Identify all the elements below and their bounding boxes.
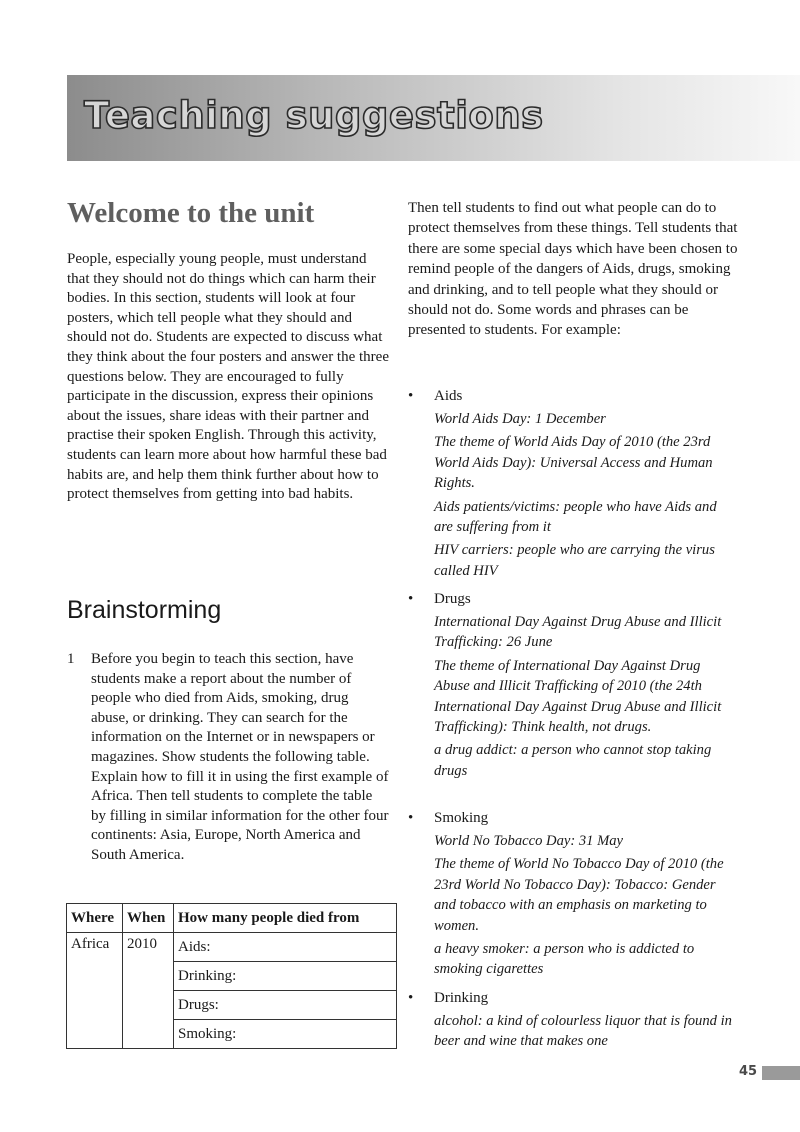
report-table <box>66 903 397 1049</box>
bullet-drugs <box>408 589 738 781</box>
bullet-heading <box>408 988 738 1008</box>
bullet-detail: HIV carriers: people who are carrying the virus called HIV <box>434 542 715 579</box>
step-text: Before you begin to teach this section, have students make a report about the number of people who died from Aids, smoking, drug abuse, or drinking. They can search for the information on the Internet or in newspapers or magazines. Show students the following table. Explain how to fill it in using the first example of Africa. Then tell students to complete the table by filling in similar information for the other four continents: Asia, Europe, North America and South America. <box>91 651 389 863</box>
bullet-detail: a heavy smoker: a person who is addicted to smoking cigarettes <box>434 941 695 978</box>
step-number: 1 <box>67 651 75 667</box>
bullet-dot: • <box>408 810 414 826</box>
bullet-detail: International Day Against Drug Abuse and Illicit Trafficking: 26 June <box>434 614 722 651</box>
page-header-title: Teaching suggestions <box>84 94 544 137</box>
bullet-dot: • <box>408 591 414 607</box>
bullet-dot: • <box>408 388 414 404</box>
table-header-row <box>67 904 397 933</box>
bullet-dot: • <box>408 990 414 1006</box>
bullet-label: Drugs <box>434 591 471 607</box>
bullet-heading <box>408 808 738 828</box>
page-number: 45 <box>739 1064 758 1079</box>
bullet-label: Drinking <box>434 990 489 1006</box>
cell-cause: Aids: <box>174 933 397 962</box>
bullet-label: Aids <box>434 388 463 404</box>
cell-cause: Drinking: <box>174 962 397 991</box>
header-how-many: How many people died from <box>174 904 397 933</box>
bullet-drinking <box>408 988 738 1052</box>
bullet-detail: Aids patients/victims: people who have Aids and are suffering from it <box>434 498 717 536</box>
bullet-label: Smoking <box>434 810 489 826</box>
bullet-detail: The theme of World No Tobacco Day of 2010 (the 23rd World No Tobacco Day): Tobacco: Gender and tobacco with an emphasis on marketing to women. <box>434 856 724 934</box>
bullet-detail: The theme of International Day Against Drug Abuse and Illicit Trafficking of 2010 (the 24th International Day Against Drug Abuse and Illicit Trafficking): Think health, not drugs. <box>434 657 722 736</box>
cell-cause: Drugs: <box>174 991 397 1020</box>
bullet-smoking <box>408 808 738 980</box>
bullet-detail: a drug addict: a person who cannot stop taking drugs <box>434 742 712 779</box>
table-row <box>67 933 397 962</box>
bullet-detail: The theme of World Aids Day of 2010 (the 23rd World Aids Day): Universal Access and Human Rights. <box>434 434 713 492</box>
brainstorming-step-1 <box>67 650 389 866</box>
cell-cause: Smoking: <box>174 1020 397 1049</box>
section-title-welcome: Welcome to the unit <box>67 197 315 229</box>
page-number-bar <box>762 1066 800 1080</box>
header-where: Where <box>67 904 123 933</box>
bullet-heading <box>408 386 738 406</box>
bullet-aids <box>408 386 738 581</box>
bullet-detail: World Aids Day: 1 December <box>434 411 606 427</box>
header-when: When <box>123 904 174 933</box>
bullet-heading <box>408 589 738 609</box>
section-title-brainstorming: Brainstorming <box>67 596 222 624</box>
cell-when: 2010 <box>123 933 174 1049</box>
bullet-detail: World No Tobacco Day: 31 May <box>434 833 624 849</box>
right-intro-paragraph: Then tell students to find out what people can do to protect themselves from these things. Tell students that there are some special days which have been chosen to remind people of the dangers of Aids, drugs, smoking and drinking, and to tell people what they should or should not do. Some words and phrases can be presented to students. For example: <box>408 200 738 339</box>
bullet-detail: alcohol: a kind of colourless liquor that is found in beer and wine that makes one <box>434 1013 732 1050</box>
cell-where: Africa <box>67 933 123 1049</box>
intro-paragraph: People, especially young people, must understand that they should not do things which can harm their bodies. In this section, students will look at four posters, which tell people what they should and should not do. Students are expected to discuss what they think about the four posters and answer the three questions below. They are encouraged to fully participate in the discussion, express their opinions about the issues, share ideas with their partner and practise their spoken English. Through this activity, students can learn more about how harmful these bad habits are, and help them think further about how to protect themselves from getting into bad habits. <box>67 251 389 503</box>
